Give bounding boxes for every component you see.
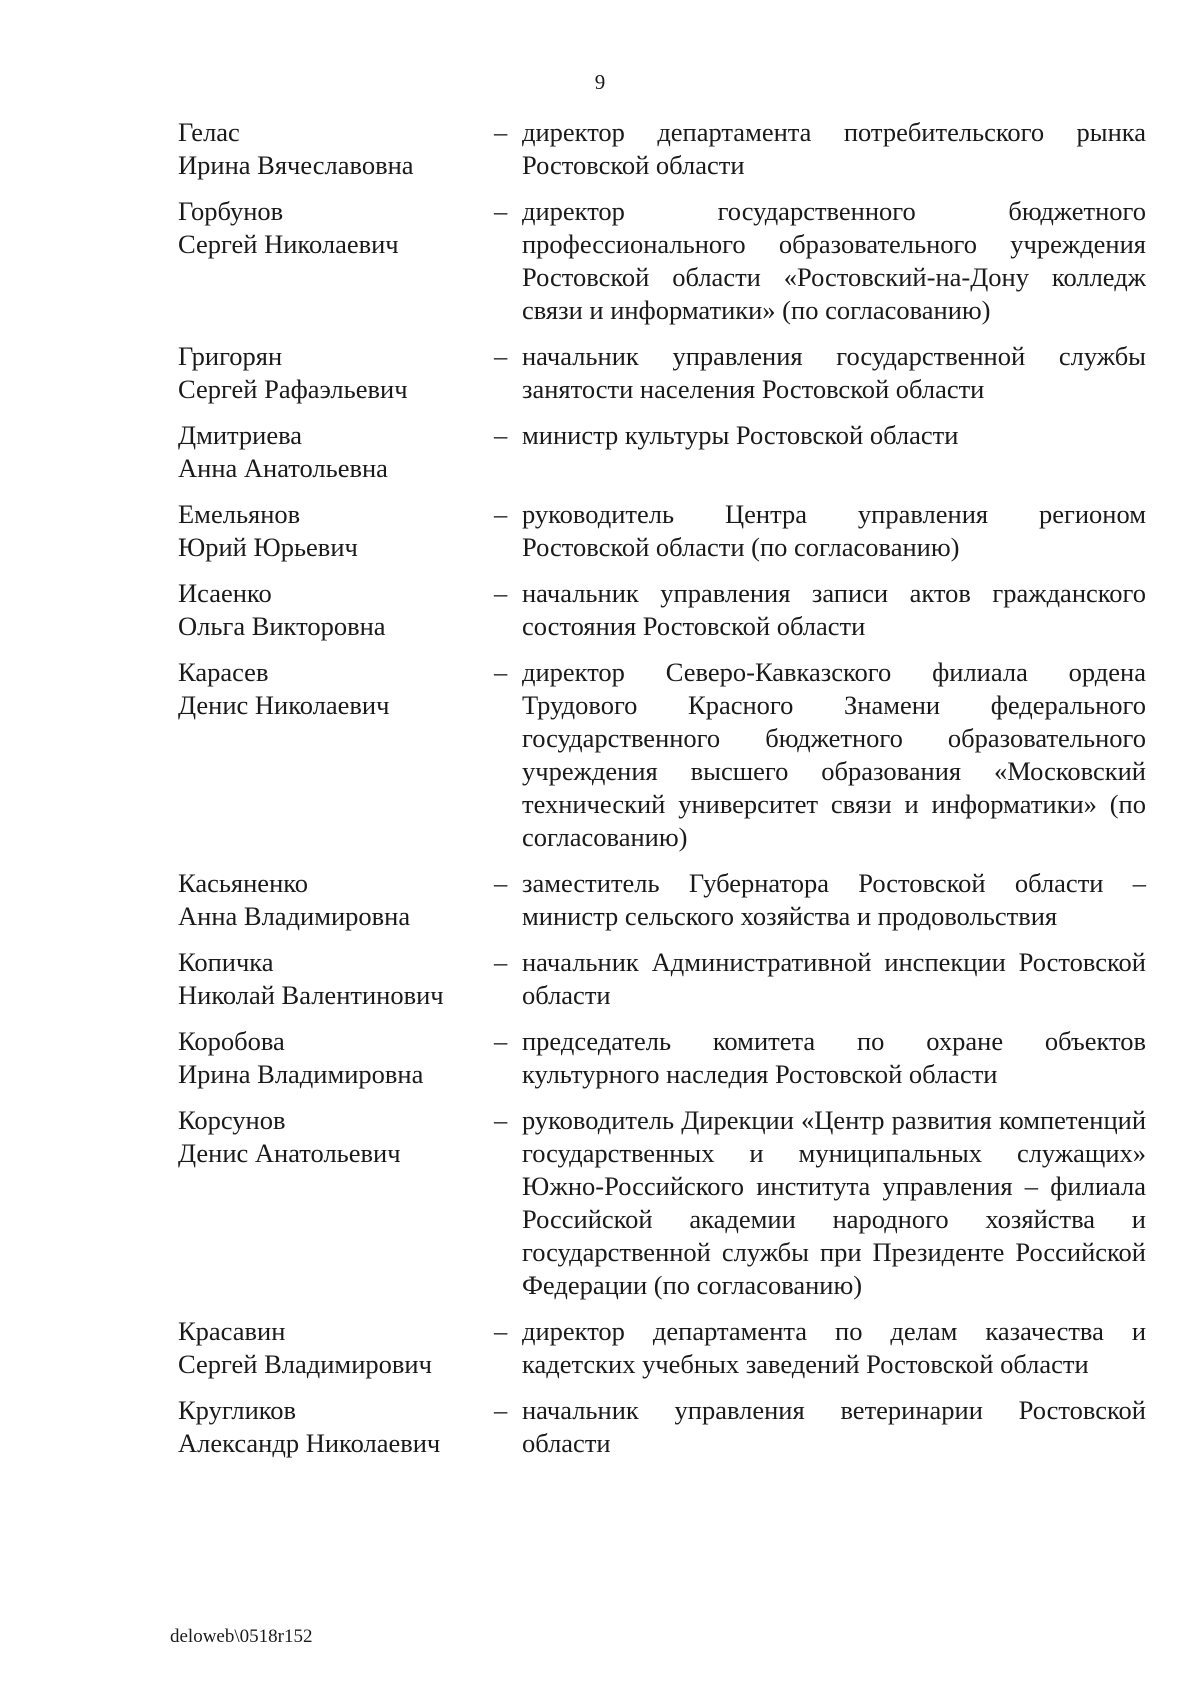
member-surname: Карасев [178, 657, 269, 687]
member-name [178, 656, 494, 722]
member-surname: Коробова [178, 1026, 285, 1056]
member-name [178, 195, 494, 261]
member-entry [178, 1025, 1146, 1091]
member-name [178, 1315, 494, 1381]
member-given-name: Анна Анатольевна [178, 453, 388, 483]
member-list [178, 116, 1146, 1460]
member-given-name: Николай Валентинович [178, 980, 444, 1010]
member-given-name: Александр Николаевич [178, 1428, 441, 1458]
member-surname: Красавин [178, 1316, 286, 1346]
member-position: начальник управления государственной службы занятости населения Ростовской области [522, 341, 1146, 404]
member-position: заместитель Губернатора Ростовской области – министр сельского хозяйства и продовольствия [522, 868, 1146, 931]
member-given-name: Денис Анатольевич [178, 1138, 401, 1168]
member-position: руководитель Центра управления регионом Ростовской области (по согласованию) [522, 499, 1146, 562]
member-surname: Дмитриева [178, 420, 303, 450]
member-name [178, 577, 494, 643]
member-entry [178, 498, 1146, 564]
dash-separator: – [494, 341, 508, 371]
member-position: председатель комитета по охране объектов культурного наследия Ростовской области [522, 1026, 1146, 1089]
dash-separator: – [494, 196, 508, 226]
member-entry [178, 946, 1146, 1012]
member-given-name: Ирина Вячеславовна [178, 150, 414, 180]
member-given-name: Денис Николаевич [178, 690, 390, 720]
member-name [178, 946, 494, 1012]
member-name [178, 498, 494, 564]
member-entry [178, 867, 1146, 933]
member-name [178, 419, 494, 485]
member-surname: Корсунов [178, 1105, 286, 1135]
member-position: начальник управления записи актов гражданского состояния Ростовской области [522, 578, 1146, 641]
dash-separator: – [494, 117, 508, 147]
member-given-name: Юрий Юрьевич [178, 532, 358, 562]
member-entry [178, 1104, 1146, 1302]
member-entry [178, 1315, 1146, 1381]
member-surname: Емельянов [178, 499, 301, 529]
member-surname: Кругликов [178, 1395, 297, 1425]
member-entry [178, 656, 1146, 854]
member-position: директор департамента потребительского рынка Ростовской области [522, 117, 1146, 180]
member-surname: Копичка [178, 947, 274, 977]
member-name [178, 1025, 494, 1091]
member-given-name: Сергей Рафаэльевич [178, 374, 408, 404]
member-entry [178, 340, 1146, 406]
dash-separator: – [494, 499, 508, 529]
dash-separator: – [494, 657, 508, 687]
member-surname: Исаенко [178, 578, 272, 608]
member-name [178, 1394, 494, 1460]
member-name [178, 340, 494, 406]
member-given-name: Анна Владимировна [178, 901, 411, 931]
member-surname: Гелас [178, 117, 240, 147]
member-given-name: Сергей Николаевич [178, 229, 399, 259]
dash-separator: – [494, 1316, 508, 1346]
member-surname: Касьяненко [178, 868, 309, 898]
dash-separator: – [494, 1105, 508, 1135]
dash-separator: – [494, 420, 508, 450]
page-number: 9 [594, 70, 606, 94]
member-name [178, 867, 494, 933]
dash-separator: – [494, 868, 508, 898]
member-given-name: Сергей Владимирович [178, 1349, 432, 1379]
member-position: директор государственного бюджетного профессионального образовательного учреждения Ростовской области «Ростовский-на-Дону колледж связи и информатики» (по согласованию) [522, 196, 1146, 325]
member-surname: Горбунов [178, 196, 284, 226]
member-name [178, 116, 494, 182]
document-footer-code: deloweb\0518r152 [170, 1626, 313, 1647]
member-name [178, 1104, 494, 1170]
dash-separator: – [494, 578, 508, 608]
member-given-name: Ирина Владимировна [178, 1059, 424, 1089]
dash-separator: – [494, 947, 508, 977]
member-surname: Григорян [178, 341, 283, 371]
dash-separator: – [494, 1026, 508, 1056]
member-position: директор Северо-Кавказского филиала ордена Трудового Красного Знамени федерального государственного бюджетного образовательного учреждения высшего образования «Московский технический университет связи и информатики» (по согласованию) [522, 657, 1146, 852]
dash-separator: – [494, 1395, 508, 1425]
member-entry [178, 1394, 1146, 1460]
member-entry [178, 577, 1146, 643]
member-position: министр культуры Ростовской области [522, 420, 959, 450]
member-given-name: Ольга Викторовна [178, 611, 386, 641]
member-entry [178, 195, 1146, 327]
member-position: начальник Административной инспекции Ростовской области [522, 947, 1146, 1010]
member-position: руководитель Дирекции «Центр развития компетенций государственных и муниципальных служащих» Южно-Российского института управления – филиала Российской академии народного хозяйства и государственной службы при Президенте Российской Федерации (по согласованию) [522, 1105, 1146, 1300]
member-position: начальник управления ветеринарии Ростовской области [522, 1395, 1146, 1458]
member-position: директор департамента по делам казачества и кадетских учебных заведений Ростовской области [522, 1316, 1146, 1379]
member-entry [178, 419, 1146, 485]
member-entry [178, 116, 1146, 182]
